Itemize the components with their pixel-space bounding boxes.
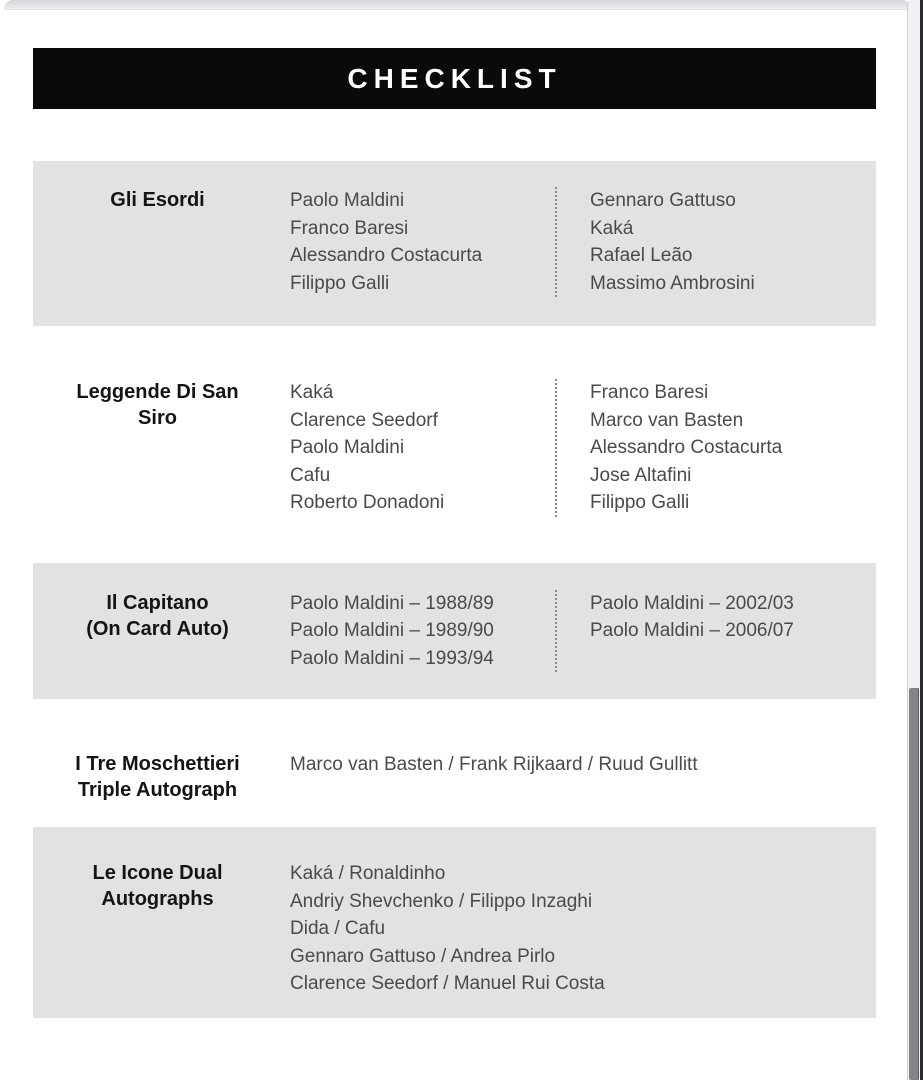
section-label bbox=[33, 751, 290, 803]
list-line: Siro bbox=[138, 407, 177, 429]
list-line: Paolo Maldini – 2006/07 bbox=[590, 620, 794, 641]
section-content bbox=[290, 379, 876, 517]
page-top-edge bbox=[4, 0, 911, 10]
autograph-list bbox=[290, 751, 698, 779]
list-line: Kaká bbox=[590, 217, 634, 239]
section-le-icone-dual-autographs bbox=[33, 827, 876, 1018]
list-line: Cafu bbox=[290, 464, 331, 486]
list-line: Alessandro Costacurta bbox=[590, 437, 783, 458]
list-line: Gennaro Gattuso bbox=[590, 190, 736, 211]
list-line: Filippo Galli bbox=[290, 272, 390, 294]
list-line: Alessandro Costacurta bbox=[290, 245, 483, 266]
list-line: Leggende Di San bbox=[76, 381, 239, 403]
list-line: Massimo Ambrosini bbox=[590, 272, 755, 294]
section-gli-esordi bbox=[33, 161, 876, 326]
checklist-header-bar bbox=[33, 48, 876, 109]
list-line: Clarence Seedorf / Manuel Rui Costa bbox=[290, 973, 605, 994]
section-content bbox=[290, 590, 876, 673]
section-label bbox=[33, 860, 290, 912]
list-line: Marco van Basten bbox=[590, 409, 744, 431]
list-line: Paolo Maldini bbox=[290, 437, 405, 458]
list-line: Kaká bbox=[290, 382, 334, 403]
card-list-left bbox=[290, 590, 557, 673]
list-line: Dida / Cafu bbox=[290, 918, 386, 939]
list-line: Paolo Maldini – 1993/94 bbox=[290, 647, 494, 669]
list-line: Jose Altafini bbox=[590, 464, 692, 486]
list-line: Kaká / Ronaldinho bbox=[290, 863, 446, 884]
section-content bbox=[290, 751, 876, 779]
list-line: Gennaro Gattuso / Andrea Pirlo bbox=[290, 945, 556, 967]
player-list-right bbox=[557, 379, 782, 517]
autograph-list bbox=[290, 860, 605, 998]
list-line: Clarence Seedorf bbox=[290, 409, 438, 431]
section-content bbox=[290, 187, 876, 297]
list-line: (On Card Auto) bbox=[86, 617, 229, 640]
list-line: Paolo Maldini – 1989/90 bbox=[290, 620, 494, 641]
section-label: Gli Esordi bbox=[110, 189, 205, 211]
player-list-left bbox=[290, 379, 557, 517]
list-line: Triple Autograph bbox=[77, 779, 238, 801]
list-line: Il Capitano bbox=[106, 591, 209, 614]
list-line: Autographs bbox=[101, 888, 214, 910]
player-list-right bbox=[557, 187, 755, 297]
scrollbar-track[interactable] bbox=[907, 0, 920, 1080]
list-line: Paolo Maldini bbox=[290, 190, 405, 211]
card-list-right bbox=[557, 590, 794, 673]
list-line: Le Icone Dual bbox=[92, 862, 223, 884]
list-line: Franco Baresi bbox=[590, 382, 709, 403]
section-label bbox=[33, 590, 290, 642]
checklist-sections bbox=[0, 161, 908, 1018]
list-line: Roberto Donadoni bbox=[290, 492, 445, 513]
section-leggende-di-san-siro bbox=[33, 326, 876, 563]
section-content bbox=[290, 860, 876, 998]
list-line: Filippo Galli bbox=[590, 492, 690, 513]
list-line: Rafael Leão bbox=[590, 245, 693, 266]
page-title: CHECKLIST bbox=[347, 62, 562, 94]
checklist-page bbox=[0, 10, 908, 1080]
section-il-capitano bbox=[33, 563, 876, 700]
list-line: Andriy Shevchenko / Filippo Inzaghi bbox=[290, 890, 593, 912]
list-line: Franco Baresi bbox=[290, 217, 409, 239]
scrollbar-thumb[interactable] bbox=[909, 688, 919, 1080]
section-label bbox=[33, 379, 290, 431]
section-i-tre-moschettieri bbox=[33, 699, 876, 827]
list-line: Paolo Maldini – 1988/89 bbox=[290, 592, 494, 614]
player-list-left bbox=[290, 187, 557, 297]
list-line: Paolo Maldini – 2002/03 bbox=[590, 592, 794, 614]
list-line: I Tre Moschettieri bbox=[75, 753, 240, 775]
list-line: Marco van Basten / Frank Rijkaard / Ruud Gullitt bbox=[290, 754, 698, 775]
